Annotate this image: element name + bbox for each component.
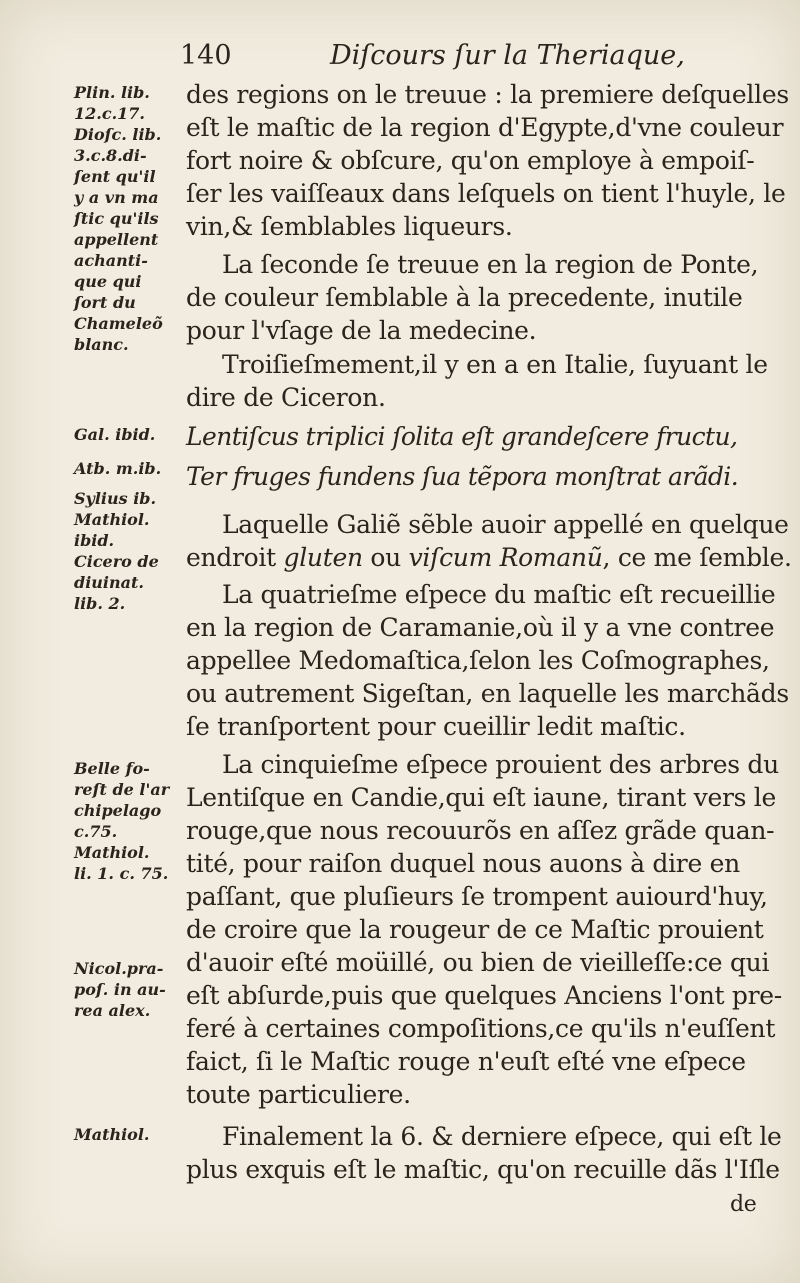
body-line: dire de Ciceron. — [186, 383, 386, 412]
margin-note-line: lib. 2. — [74, 594, 126, 613]
verse-line: Ter fruges fundens ſua tẽpora monſtrat arãdi. — [186, 462, 739, 491]
margin-note-line: y a vn ma — [74, 188, 159, 207]
margin-note-sylius-cicero — [74, 488, 186, 614]
body-line: La ſeconde ſe treuue en la region de Ponte, — [222, 250, 759, 279]
verse-line: Lentiſcus triplici ſolita eſt grandeſcere fructu, — [186, 422, 738, 451]
margin-note-line: reſt de l'ar — [74, 780, 170, 799]
margin-note-line: diuinat. — [74, 573, 144, 592]
body-line: rouge,que nous recouurõs en aſſez grãde quan- — [186, 816, 775, 845]
margin-note-nicolas — [74, 958, 186, 1021]
page-number: 140 — [180, 40, 232, 71]
margin-note-line: Nicol.pra- — [74, 959, 164, 978]
body-line: en la region de Caramanie,où il y a vne contree — [186, 613, 775, 642]
margin-note-line: Mathiol. — [74, 1125, 150, 1144]
body-line: Laquelle Galiẽ sẽble auoir appellé en quelque — [222, 510, 789, 539]
margin-note-line: Chameleõ — [74, 314, 163, 333]
margin-note-line: ſort du — [74, 293, 136, 312]
margin-note-line: achanti- — [74, 251, 148, 270]
margin-note-line: 3.c.8.di- — [74, 146, 147, 165]
margin-note-atb — [74, 458, 186, 479]
body-line: pour l'vſage de la medecine. — [186, 316, 537, 345]
body-line: ſer les vaiſſeaux dans leſquels on tient l'huyle, le — [186, 179, 786, 208]
margin-note-mathiol — [74, 1124, 186, 1145]
body-line: de croire que la rougeur de ce Maſtic prouient — [186, 915, 764, 944]
margin-note-line: Cicero de — [74, 552, 159, 571]
margin-note-line: Gal. ibid. — [74, 425, 156, 444]
margin-note-line: ſent qu'il — [74, 167, 156, 186]
body-line: feré à certaines compoſitions,ce qu'ils n'euſſent — [186, 1014, 776, 1043]
body-line: eſt le maſtic de la region d'Egypte,d'vne couleur — [186, 113, 784, 142]
body-line: appellee Medomaſtica,ſelon les Coſmographes, — [186, 646, 770, 675]
margin-note-line: Mathiol. — [74, 510, 150, 529]
latin-term: viſcum Romanũ — [408, 543, 603, 572]
margin-note-line: ibid. — [74, 531, 115, 550]
body-line: La cinquieſme eſpece prouient des arbres du — [222, 750, 779, 779]
body-text: endroit — [186, 543, 284, 572]
margin-note-line: chipelago — [74, 801, 162, 820]
body-line: fort noire & obſcure, qu'on employe à empoiſ- — [186, 146, 755, 175]
body-line: d'auoir eſté moüillé, ou bien de vieilleſſe:ce qui — [186, 948, 770, 977]
body-line: tité, pour raiſon duquel nous auons à dire en — [186, 849, 740, 878]
body-line: plus exquis eſt le maſtic, qu'on recuille dãs l'Iſle — [186, 1155, 780, 1184]
body-text: ou — [362, 543, 409, 572]
body-line: faict, ſi le Maſtic rouge n'euſt eſté vne eſpece — [186, 1047, 746, 1076]
margin-note-line: rea alex. — [74, 1001, 151, 1020]
margin-note-line: 12.c.17. — [74, 104, 145, 123]
body-line — [186, 541, 792, 574]
margin-note-line: blanc. — [74, 335, 129, 354]
page-header — [0, 40, 800, 80]
running-title: Diſcours ſur la Theriaque, — [330, 40, 685, 71]
margin-note-line: Dioſc. lib. — [74, 125, 162, 144]
margin-note-line: Belle fo- — [74, 759, 150, 778]
body-line: ou autrement Sigeſtan, en laquelle les marchãds — [186, 679, 789, 708]
margin-note-line: que qui — [74, 272, 142, 291]
catchword: de — [730, 1192, 757, 1217]
body-line: de couleur ſemblable à la precedente, inutile — [186, 283, 743, 312]
body-line: Troiſieſmement,il y en a en Italie, ſuyuant le — [222, 350, 768, 379]
latin-term: gluten — [283, 543, 363, 572]
body-line: La quatrieſme eſpece du maſtic eſt recueillie — [222, 580, 776, 609]
body-line: Finalement la 6. & derniere eſpece, qui eſt le — [222, 1122, 782, 1151]
margin-note-line: li. 1. c. 75. — [74, 864, 169, 883]
body-text: , ce me ſemble. — [602, 543, 792, 572]
margin-note-line: Mathiol. — [74, 843, 150, 862]
margin-note-archipelago — [74, 758, 186, 884]
body-line: vin,& ſemblables liqueurs. — [186, 212, 513, 241]
margin-note-line: poſ. in au- — [74, 980, 166, 999]
margin-note-line: appellent — [74, 230, 159, 249]
body-line: Lentiſque en Candie,qui eſt iaune, tirant vers le — [186, 783, 776, 812]
margin-note-line: Atb. m.ib. — [74, 459, 162, 478]
margin-note-line: Sylius ib. — [74, 489, 157, 508]
body-line: des regions on le treuue : la premiere deſquelles — [186, 80, 789, 109]
body-line: paſſant, que pluſieurs ſe trompent auiourd'huy, — [186, 882, 768, 911]
margin-note-galen — [74, 424, 186, 445]
body-line: ſe tranſportent pour cueillir ledit maſtic. — [186, 712, 686, 741]
margin-note-line: ſtic qu'ils — [74, 209, 159, 228]
body-line: toute particuliere. — [186, 1080, 411, 1109]
margin-note-line: Plin. lib. — [74, 83, 150, 102]
margin-note-pliny-dioscorides — [74, 82, 186, 355]
body-line: eſt abſurde,puis que quelques Anciens l'ont pre- — [186, 981, 782, 1010]
margin-note-line: c.75. — [74, 822, 118, 841]
